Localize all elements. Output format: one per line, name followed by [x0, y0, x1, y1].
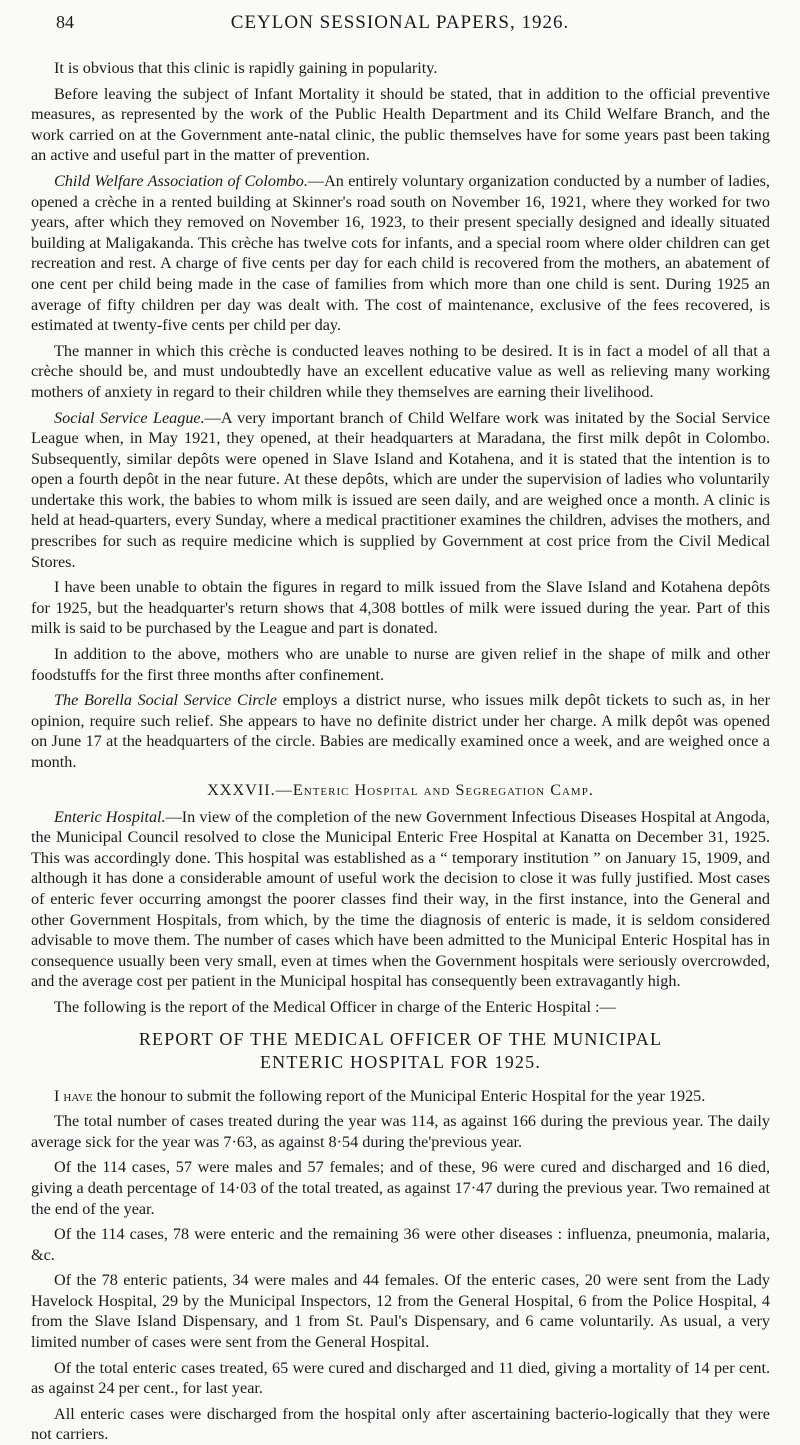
report-title-line: REPORT OF THE MEDICAL OFFICER OF THE MUNICIPAL: [138, 1028, 663, 1049]
paragraph: [31, 171, 770, 336]
paragraph: Of the total enteric cases treated, 65 were cured and discharged and 11 died, giving a mortality of 14 per cent. as against 24 per cent., for last year.: [31, 1358, 770, 1398]
paragraph: All enteric cases were discharged from the hospital only after ascertaining bacterio-logically that they were not carriers.: [31, 1404, 770, 1444]
paragraph: Of the 114 cases, 78 were enteric and the remaining 36 were other diseases : influenza, pneumonia, malaria, &c.: [31, 1225, 770, 1264]
paragraph: Before leaving the subject of Infant Mortality it should be stated, that in addition to the official preventive measures, as represented by the work of the Public Health Department and its Child Welfare Branch, and the work carried on at the Government ante-natal clinic, the public themselves have for some years past been taking an active and useful part in the matter of prevention.: [31, 84, 770, 165]
paragraph: It is obvious that this clinic is rapidly gaining in popularity.: [54, 59, 438, 77]
running-title: CEYLON SESSIONAL PAPERS, 1926.: [230, 12, 570, 33]
paragraph-body: —In view of the completion of the new Government Infectious Diseases Hospital at Angoda, the Municipal Council resolved to close the Municipal Enteric Free Hospital at Kanatta on December 31, 1925. This was accordingly done. This hospital was established as a “ temporary institution ” on January 15, 1909, and although it has done a considerable amount of useful work the decision to close it was fully justified. Most cases of enteric fever occurring amongst the poorer classes find their way, in the first instance, into the General and other Government Hospitals, from which, by the time the diagnosis of enteric is made, it is seldom considered advisable to move them. The number of cases which have been admitted to the Municipal Enteric Hospital has in consequence usually been very small, even at times when the Government hospitals were seriously overcrowded, and the average cost per patient in the Municipal hospital has consequently been extravagantly high.: [31, 807, 770, 991]
section-heading: XXXVII.—Enteric Hospital and Segregation Camp.: [207, 780, 594, 799]
paragraph-title: Enteric Hospital.: [54, 807, 166, 826]
paragraph: In addition to the above, mothers who are unable to nurse are given relief in the shape of milk and other foodstuffs for the first three months after confinement.: [31, 645, 770, 684]
paragraph-lead: I have: [54, 1086, 93, 1105]
paragraph-body: —An entirely voluntary organization conducted by a number of ladies, opened a crèche in a rented building at Skinner's road south on November 16, 1921, where they worked for two years, after which they removed on November 16, 1923, to their present specially designed and ideally situated building at Maligakanda. This crèche has twelve cots for infants, and a special room where older children can get recreation and rest. A charge of five cents per day for each child is recovered from the mothers, an abatement of one cent per child being made in the case of families from which more than one child is sent. During 1925 an average of fifty children per day was dealt with. The cost of maintenance, exclusive of the fees recovered, is estimated at twenty-five cents per child per day.: [31, 171, 770, 335]
paragraph: The manner in which this crèche is conducted leaves nothing to be desired. It is in fact a model of all that a crèche should be, and must undoubtedly have an excellent educative value as well as relieving many working mothers of anxiety in regard to their children while they themselves are earning their livelihood.: [31, 341, 770, 401]
report-title-line: ENTERIC HOSPITAL FOR 1925.: [259, 1051, 542, 1072]
page-number: 84: [56, 12, 74, 32]
paragraph: [31, 1086, 770, 1107]
page-header: [0, 12, 800, 42]
paragraph: The total number of cases treated during the year was 114, as against 166 during the previous year. The daily average sick for the year was 7·63, as against 8·54 during the'previous year.: [31, 1112, 770, 1151]
paragraph: I have been unable to obtain the figures in regard to milk issued from the Slave Island and Kotahena depôts for 1925, but the headquarter's return shows that 4,308 bottles of milk were issued during the year. Part of this milk is said to be purchased by the League and part is donated.: [31, 578, 770, 638]
paragraph-body: employs a district nurse, who issues milk depôt tickets to such as, in her opinion, require such relief. She appears to have no definite district under her charge. A milk depôt was opened on June 17 at the headquarters of the circle. Babies are medically examined once a week, and are weighed once a month.: [31, 691, 770, 771]
report-title: [31, 1028, 770, 1074]
paragraph-body: the honour to submit the following report of the Municipal Enteric Hospital for the year 1925.: [92, 1086, 706, 1105]
paragraph-title: Social Service League.: [54, 408, 205, 427]
paragraph: [31, 690, 770, 772]
paragraph: Of the 114 cases, 57 were males and 57 females; and of these, 96 were cured and discharged and 16 died, giving a death percentage of 14·03 of the total treated, as against 17·47 during the previous year. Two remained at the end of the year.: [31, 1158, 770, 1218]
paragraph: [31, 807, 770, 992]
paragraph: Of the 78 enteric patients, 34 were males and 44 females. Of the enteric cases, 20 were sent from the Lady Havelock Hospital, 29 by the Municipal Inspectors, 12 from the General Hospital, 6 from the Police Hospital, 4 from the Slave Island Dispensary, and 1 from St. Paul's Dispensary, and 6 came voluntarily. As usual, a very limited number of cases were sent from the General Hospital.: [31, 1271, 770, 1352]
paragraph-title: The Borella Social Service Circle: [54, 691, 277, 710]
paragraph: [31, 408, 770, 573]
paragraph-title: Child Welfare Association of Colombo.: [54, 171, 308, 190]
paragraph: The following is the report of the Medical Officer in charge of the Enteric Hospital :—: [54, 997, 616, 1016]
paragraph-body: —A very important branch of Child Welfare work was initated by the Social Service League when, in May 1921, they opened, at their headquarters at Maradana, the first milk depôt in Colombo. Subsequently, similar depôts were opened in Slave Island and Kotahena, and it is stated that the intention is to open a fourth depôt in the near future. At these depôts, which are under the supervision of ladies who voluntarily undertake this work, the babies to whom milk is issued are seen daily, and are weighed once a month. A clinic is held at head-quarters, every Sunday, where a medical practitioner examines the children, advises the mothers, and prescribes for such as require medicine which is supplied by Government at cost price from the Civil Medical Stores.: [31, 408, 770, 571]
